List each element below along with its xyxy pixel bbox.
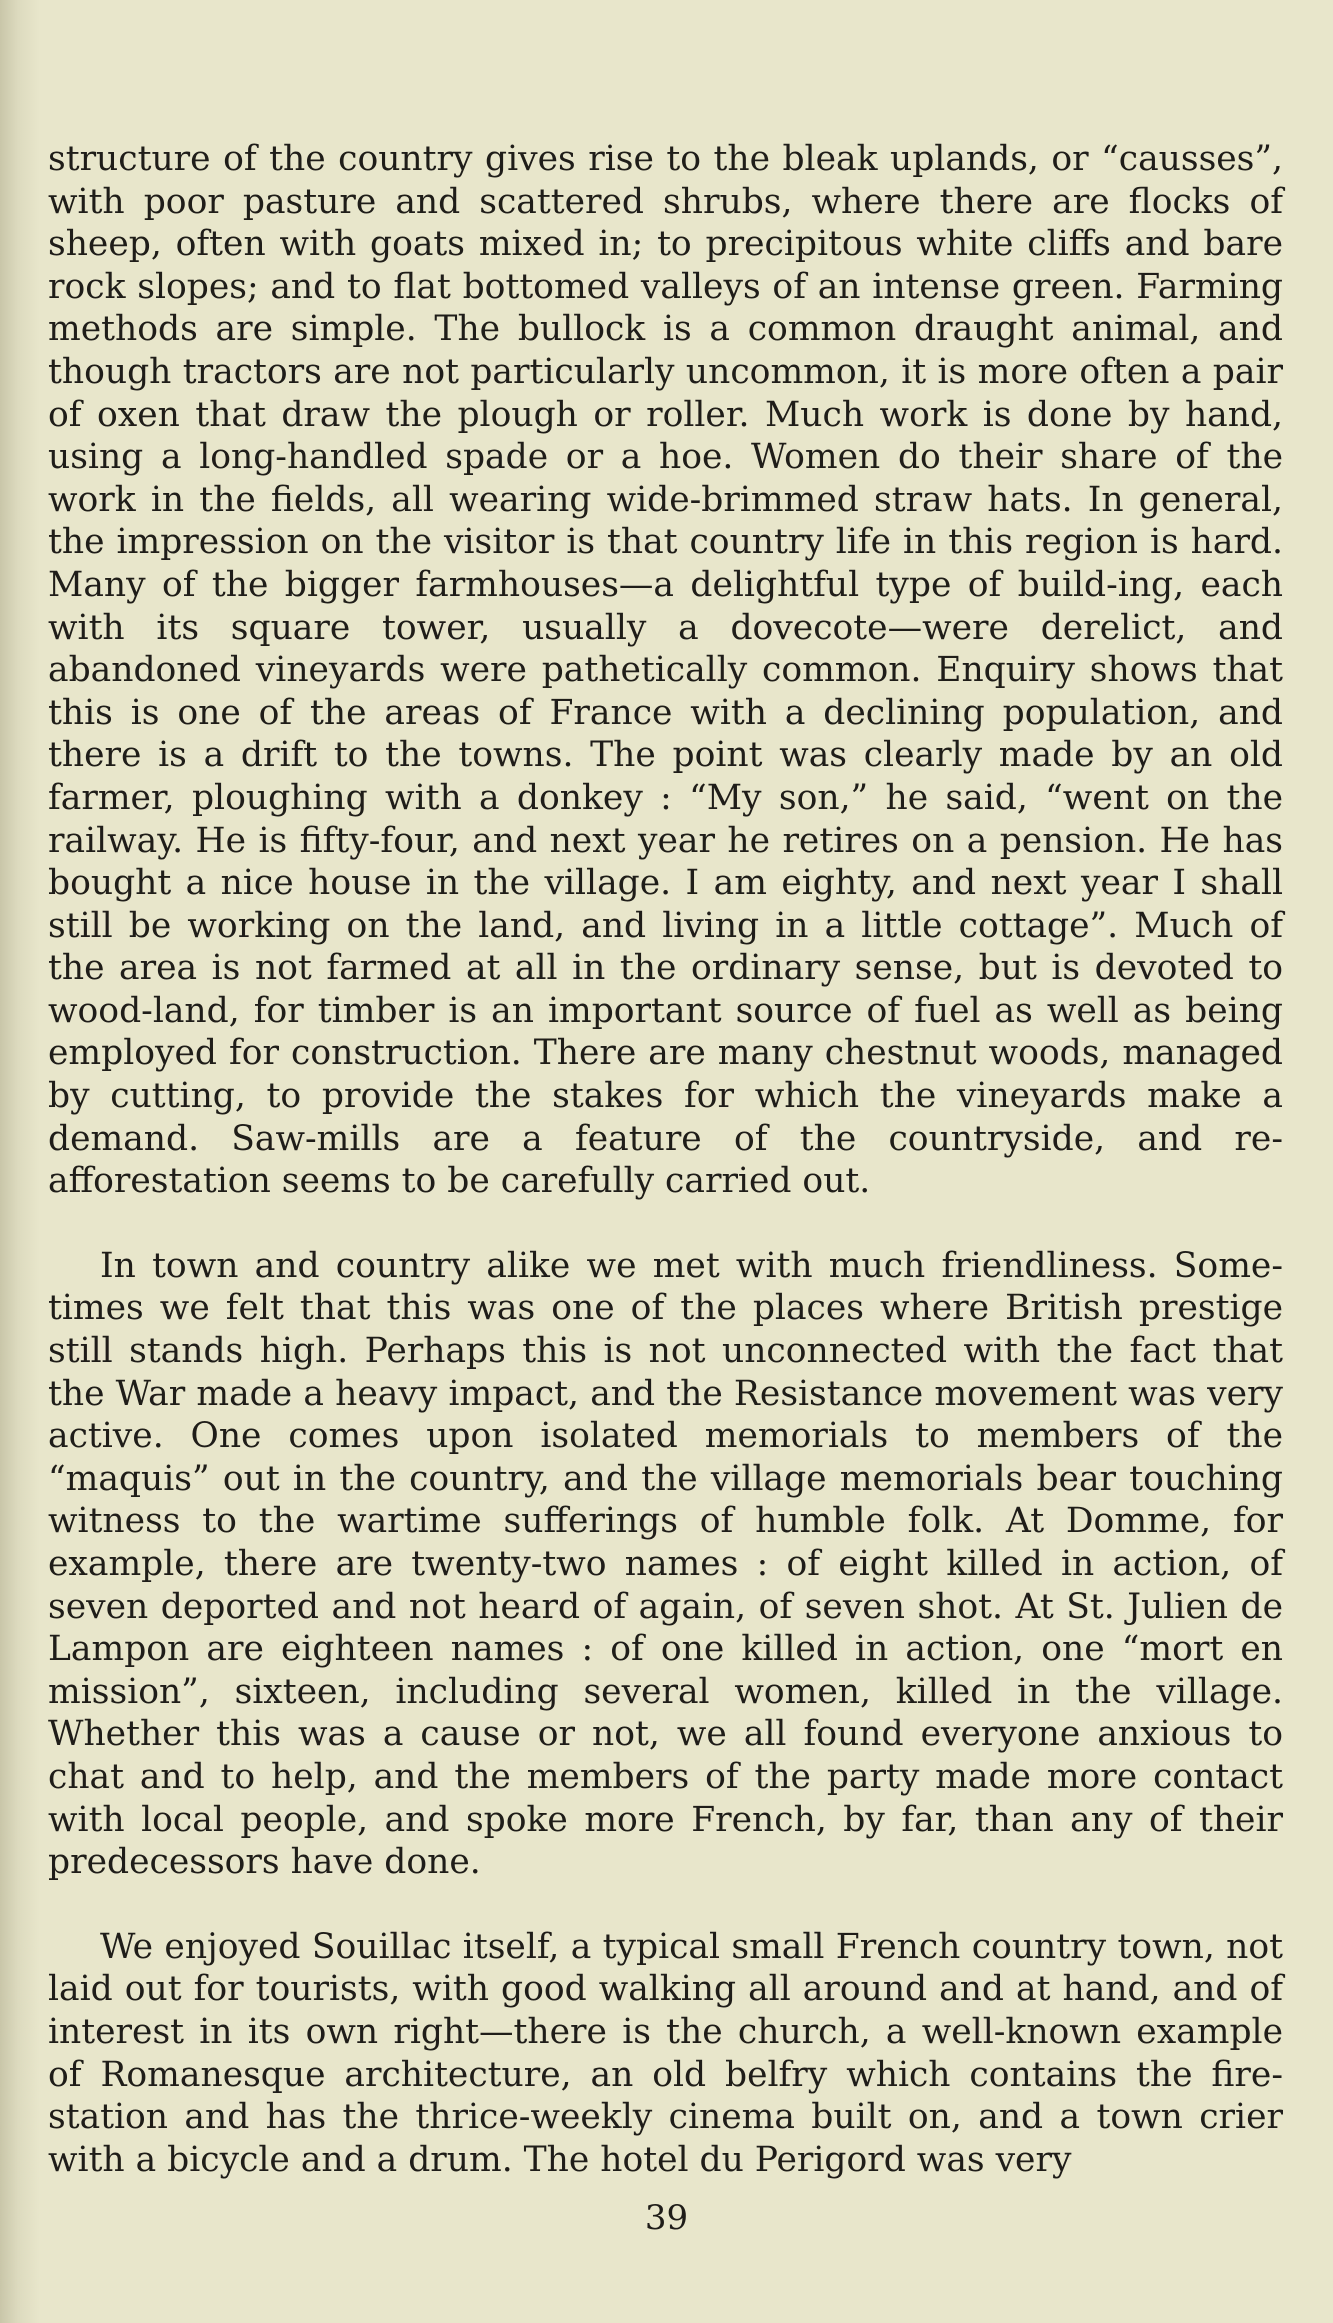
page-number: 39 xyxy=(644,2198,689,2238)
paragraph-1: structure of the country gives rise to the bleak uplands, or “causses”, with poor pasture and scattered shrubs, where there are flocks of sheep, often with goats mixed in; to precipitous white cliffs and bare rock slopes; and to flat bottomed valleys of an intense green. Farming methods are simple. The bullock is a common draught animal, and though tractors are not particularly uncommon, it is more often a pair of oxen that draw the plough or roller. Much work is done by hand, using a long-handled spade or a hoe. Women do their share of the work in the fields, all wearing wide-brimmed straw hats. In general, the impression on the visitor is that country life in this region is hard. Many of the bigger farmhouses—a delightful type of build-ing, each with its square tower, usually a dovecote—were derelict, and abandoned vineyards were pathetically common. Enquiry shows that this is one of the areas of France with a declining population, and there is a drift to the towns. The point was clearly made by an old farmer, ploughing with a donkey : “My son,” he said, “went on the railway. He is fifty-four, and next year he retires on a pension. He has bought a nice house in the village. I am eighty, and next year I shall still be working on the land, and living in a little cottage”. Much of the area is not farmed at all in the ordinary sense, but is devoted to wood-land, for timber is an important source of fuel as well as being employed for construction. There are many chestnut woods, managed by cutting, to provide the stakes for which the vineyards make a demand. Saw-mills are a feature of the countryside, and re-afforestation seems to be carefully carried out. xyxy=(48,139,1283,1202)
body-text xyxy=(48,138,1283,2181)
paragraph-3: We enjoyed Souillac itself, a typical small French country town, not laid out for tourists, with good walking all around and at hand, and of interest in its own right—there is the church, a well-known example of Romanesque architecture, an old belfry which contains the fire-station and has the thrice-weekly cinema built on, and a town crier with a bicycle and a drum. The hotel du Perigord was very xyxy=(48,1926,1283,2180)
paragraph-2: In town and country alike we met with much friendliness. Some-times we felt that this was one of the places where British prestige still stands high. Perhaps this is not unconnected with the fact that the War made a heavy impact, and the Resistance movement was very active. One comes upon isolated memorials to members of the “maquis” out in the country, and the village memorials bear touching witness to the wartime sufferings of humble folk. At Domme, for example, there are twenty-two names : of eight killed in action, of seven deported and not heard of again, of seven shot. At St. Julien de Lampon are eighteen names : of one killed in action, one “mort en mission”, sixteen, including several women, killed in the village. Whether this was a cause or not, we all found everyone anxious to chat and to help, and the members of the party made more contact with local people, and spoke more French, by far, than any of their predecessors have done. xyxy=(48,1245,1283,1883)
